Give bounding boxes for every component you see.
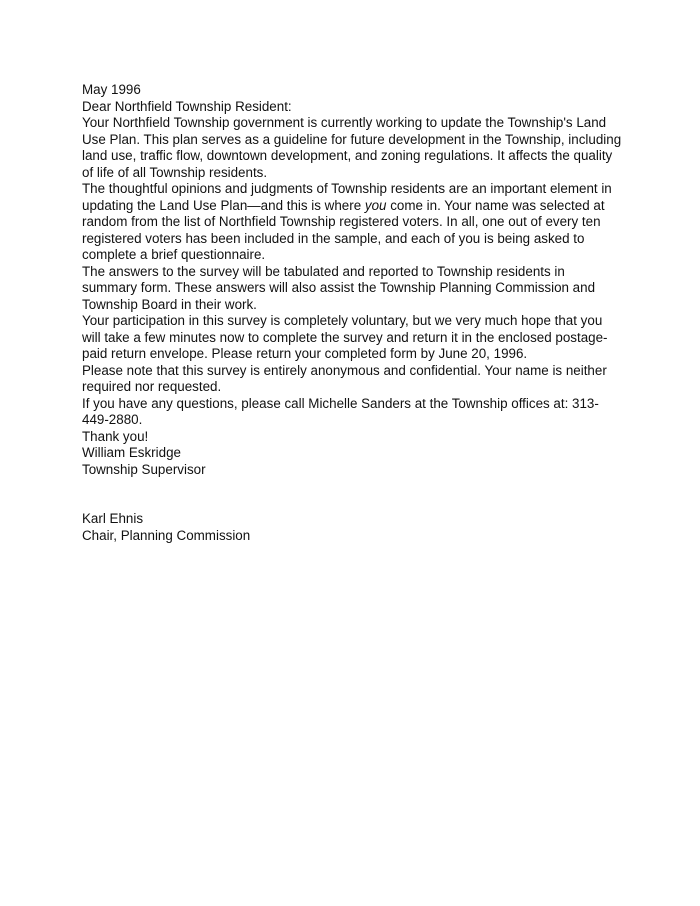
signature-block-chair — [82, 511, 622, 544]
paragraph-anonymity: Please note that this survey is entirely anonymous and confidential. Your name is neither required nor requested. — [82, 362, 607, 394]
letter-salutation: Dear Northfield Township Resident: — [82, 98, 292, 114]
signatory-name: Karl Ehnis — [82, 511, 144, 526]
letter-closing: Thank you! — [82, 428, 149, 444]
paragraph-resident-opinions-start: The thoughtful opinions and judgments of Township residents are an important element in updating the Land Use Plan—and this is where — [82, 181, 612, 213]
paragraph-plan-update: Your Northfield Township government is currently working to update the Township's Land Use Plan. This plan serves as a guideline for future development in the Township, including land use, traffic flow, downtown development, and zoning regulations. It affects the quality of life of all Township residents. — [82, 115, 622, 180]
paragraph-resident-opinions-end: come in. Your name was selected at random from the list of Northfield Township registered voters. In all, one out of every ten registered voters has been included in the sample, and each of you is being asked to complete a brief questionnaire. — [82, 197, 605, 262]
paragraph-participation: Your participation in this survey is completely voluntary, but we very much hope that you will take a few minutes now to complete the survey and return it in the enclosed postage-paid return envelope. Please return your completed form by June 20, 1996. — [82, 313, 608, 361]
letter-date: May 1996 — [82, 82, 141, 97]
paragraph-resident-opinions — [82, 181, 622, 264]
letter-page — [82, 82, 622, 577]
paragraph-emphasis-you: you — [364, 197, 387, 213]
paragraph-contact: If you have any questions, please call Michelle Sanders at the Township offices at: 313-449-2880. — [82, 395, 599, 427]
signatory-name: William Eskridge — [82, 445, 181, 460]
signature-block-supervisor — [82, 445, 622, 478]
paragraph-survey-results: The answers to the survey will be tabulated and reported to Township residents in summary form. These answers will also assist the Township Planning Commission and Township Board in their work. — [82, 263, 596, 312]
signatory-title: Township Supervisor — [82, 461, 206, 477]
signatory-title: Chair, Planning Commission — [82, 527, 251, 543]
